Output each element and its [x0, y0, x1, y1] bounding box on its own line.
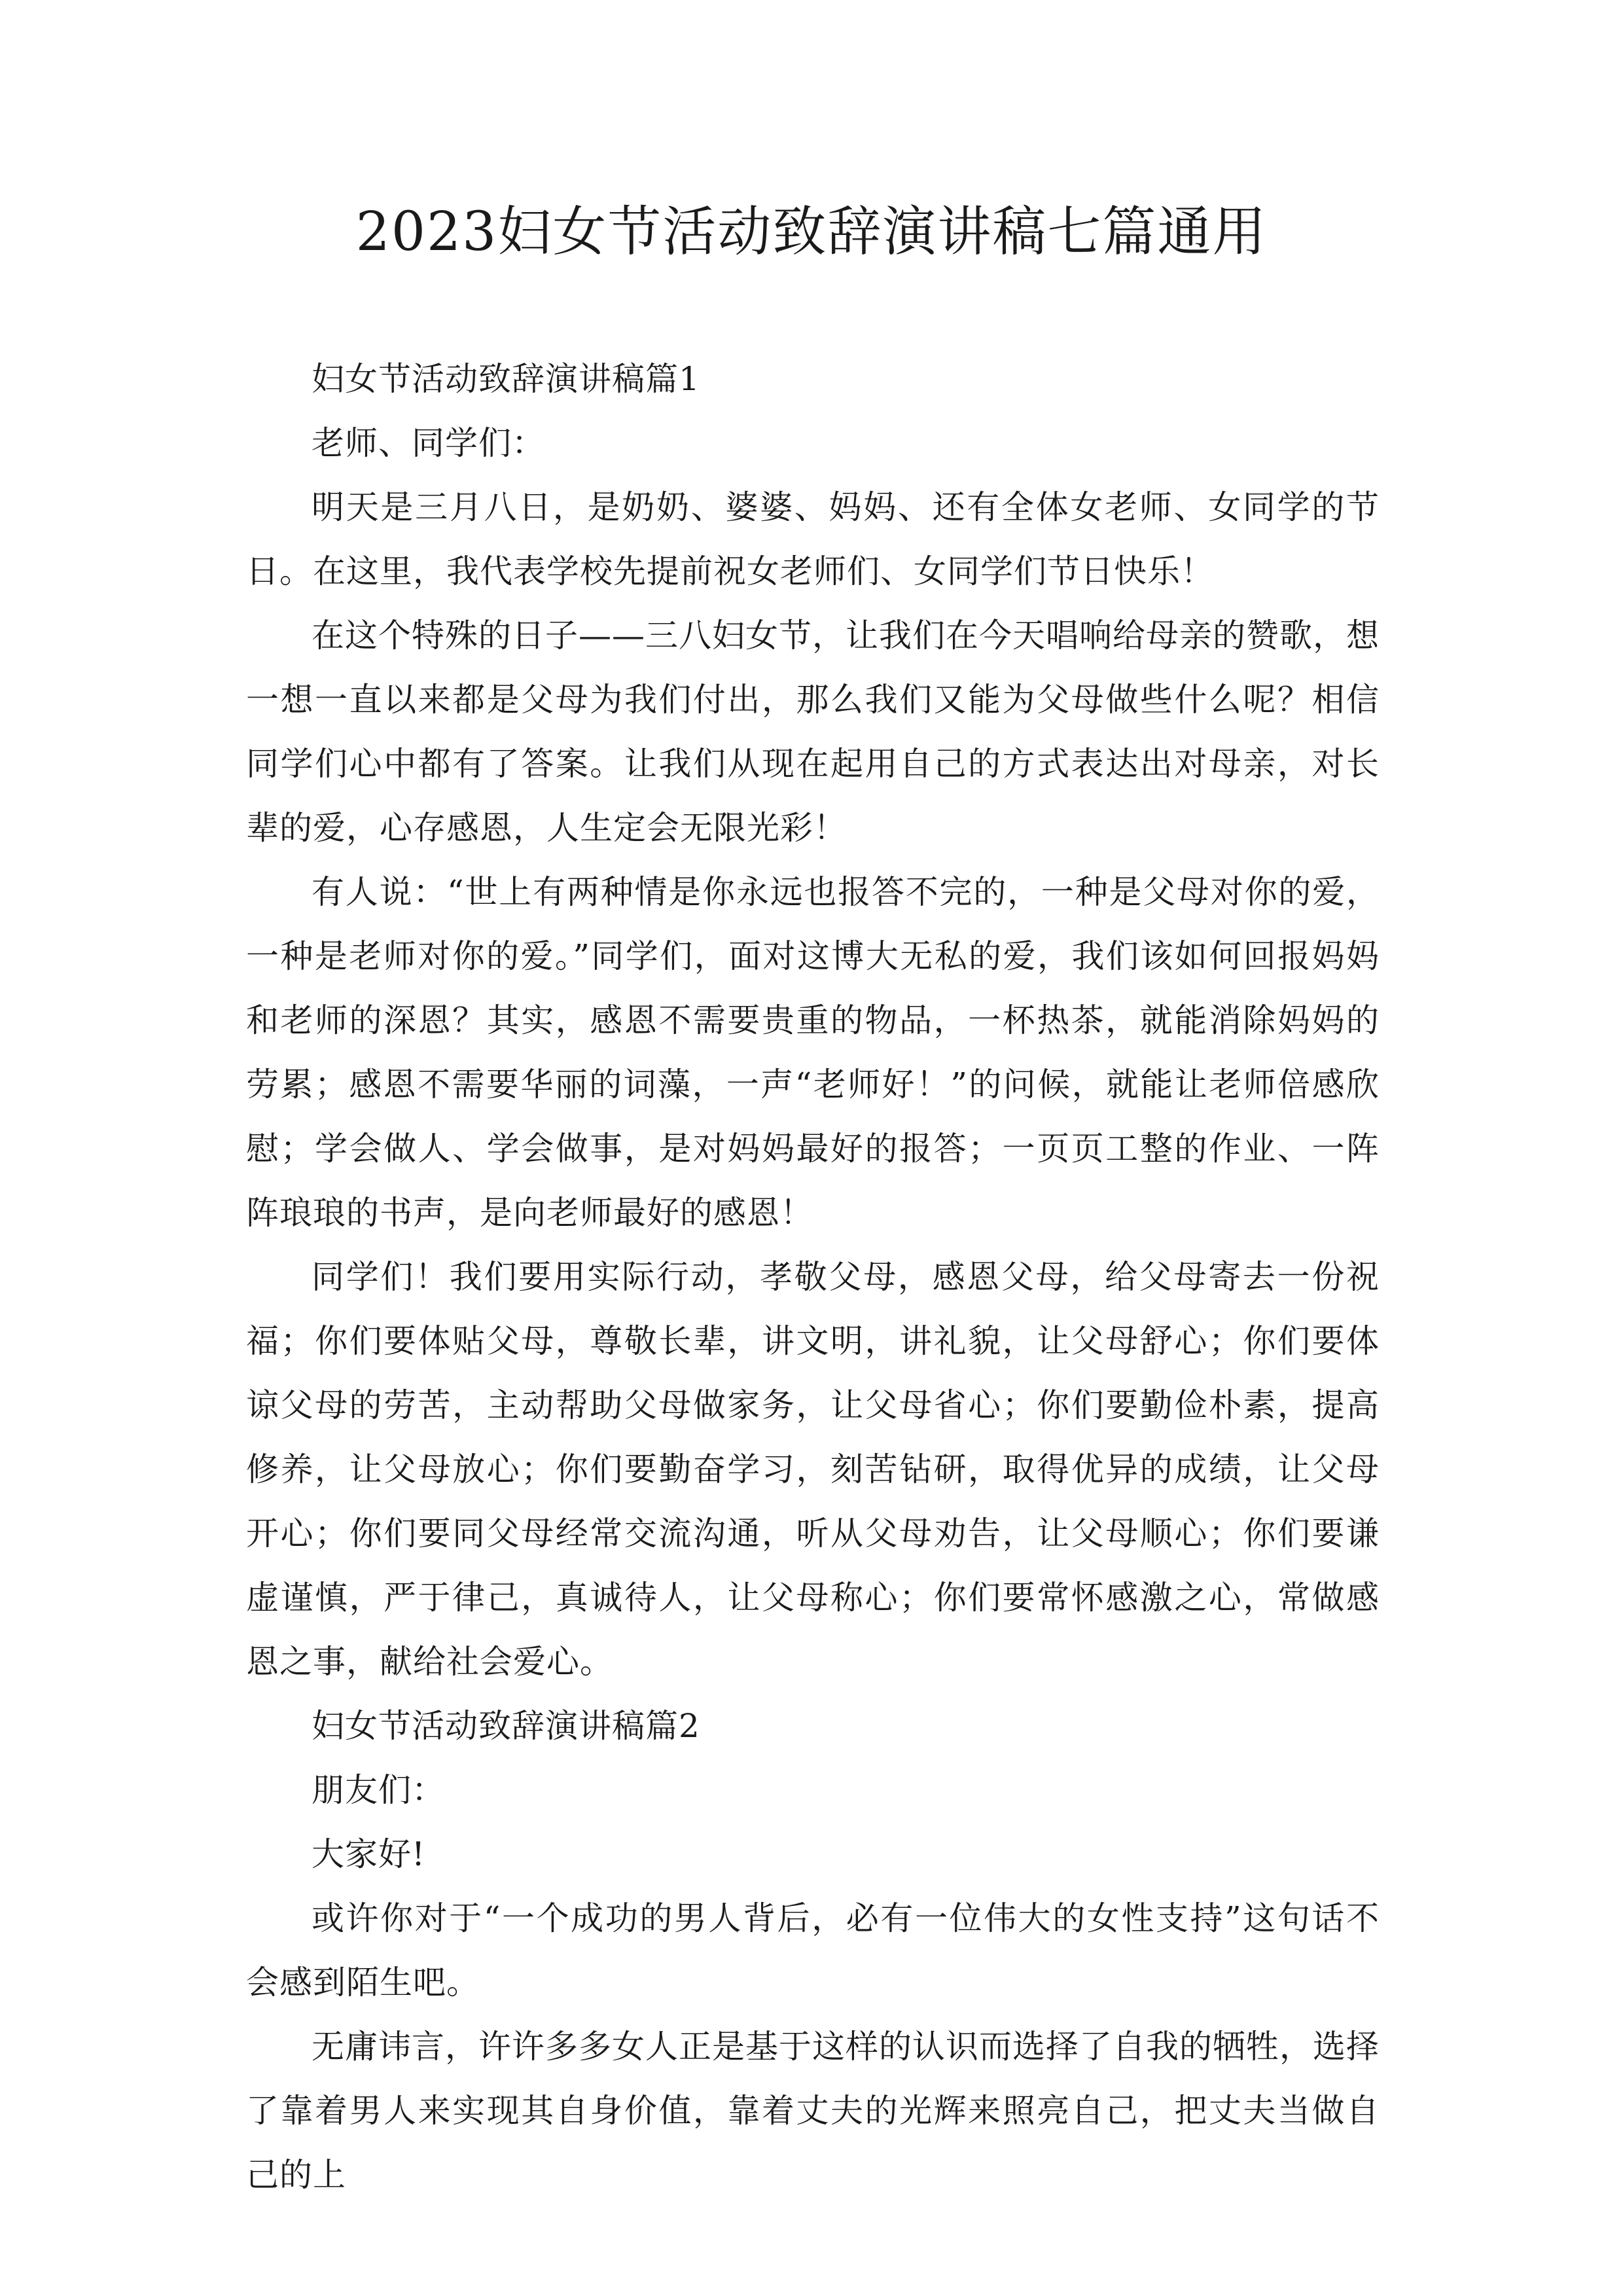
greeting: 大家好!: [312, 1835, 426, 1873]
salutation: 朋友们：: [312, 1771, 445, 1809]
salutation: 老师、同学们：: [312, 424, 545, 462]
section-heading-1: 妇女节活动致辞演讲稿篇1: [312, 360, 700, 398]
paragraph: 无庸讳言，许许多多女人正是基于这样的认识而选择了自我的牺牲，选择了靠着男人来实现其自身价值，靠着丈夫的光辉来照亮自己，把丈夫当做自己的上: [246, 2028, 1380, 2194]
paragraph: 在这个特殊的日子——三八妇女节，让我们在今天唱响给母亲的赞歌，想一想一直以来都是父母为我们付出，那么我们又能为父母做些什么呢？相信同学们心中都有了答案。让我们从现在起用自己的方式表达出对母亲，对长辈的爱，心存感恩，人生定会无限光彩！: [246, 617, 1380, 847]
paragraph: 或许你对于“一个成功的男人背后，必有一位伟大的女性支持”这句话不会感到陌生吧。: [246, 1899, 1380, 2001]
paragraph: 同学们！我们要用实际行动，孝敬父母，感恩父母，给父母寄去一份祝福；你们要体贴父母，尊敬长辈，讲文明，讲礼貌，让父母舒心；你们要体谅父母的劳苦，主动帮助父母做家务，让父母省心；你们要勤俭朴素，提高修养，让父母放心；你们要勤奋学习，刻苦钻研，取得优异的成绩，让父母开心；你们要同父母经常交流沟通，听从父母劝告，让父母顺心；你们要谦虚谨慎，严于律己，真诚待人，让父母称心；你们要常怀感激之心，常做感恩之事，献给社会爱心。: [246, 1258, 1380, 1681]
document-body: [246, 347, 1380, 2207]
section-heading-2: 妇女节活动致辞演讲稿篇2: [312, 1707, 700, 1745]
document-title: 2023妇女节活动致辞演讲稿七篇通用: [355, 201, 1268, 263]
paragraph: 有人说：“世上有两种情是你永远也报答不完的，一种是父母对你的爱，一种是老师对你的爱。”同学们，面对这博大无私的爱，我们该如何回报妈妈和老师的深恩？其实，感恩不需要贵重的物品，一杯热茶，就能消除妈妈的劳累；感恩不需要华丽的词藻，一声“老师好！”的问候，就能让老师倍感欣慰；学会做人、学会做事，是对妈妈最好的报答；一页页工整的作业、一阵阵琅琅的书声，是向老师最好的感恩！: [246, 873, 1380, 1232]
paragraph: 明天是三月八日，是奶奶、婆婆、妈妈、还有全体女老师、女同学的节日。在这里，我代表学校先提前祝女老师们、女同学们节日快乐！: [246, 488, 1380, 590]
